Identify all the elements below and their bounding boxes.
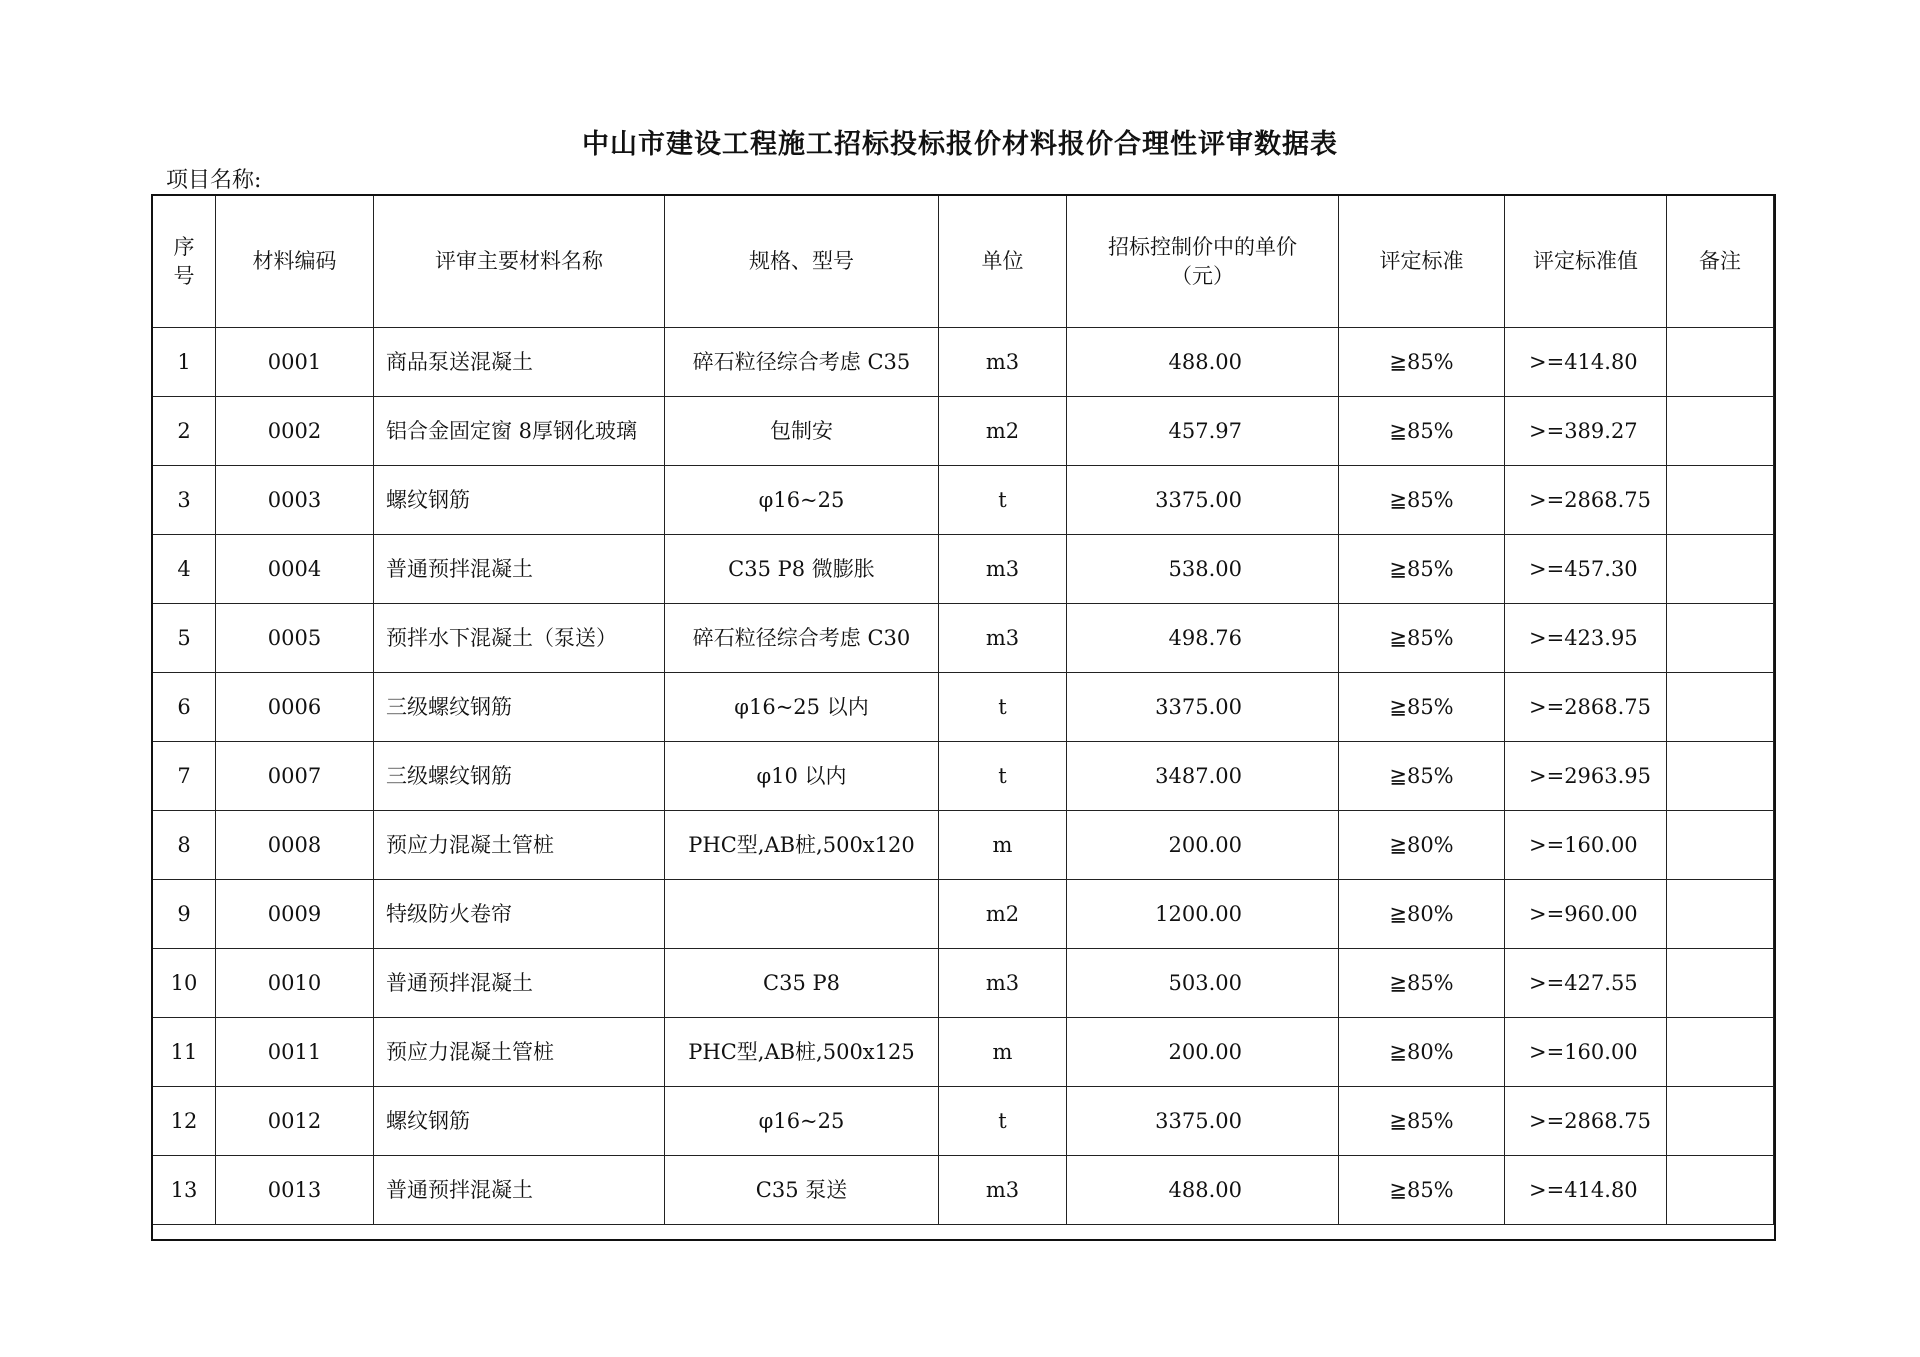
cell-name: 特级防火卷帘 (374, 880, 665, 949)
table-row (153, 604, 1774, 673)
cell-seq: 8 (153, 811, 216, 880)
cell-remark (1667, 397, 1774, 466)
cell-spec: 碎石粒径综合考虑 C35 (665, 328, 939, 397)
cell-name: 三级螺纹钢筋 (374, 742, 665, 811)
cell-name: 普通预拌混凝土 (374, 535, 665, 604)
cell-standard: ≧85% (1339, 742, 1505, 811)
cell-name: 预拌水下混凝土（泵送） (374, 604, 665, 673)
cell-code: 0010 (216, 949, 374, 1018)
cell-unit: m2 (939, 397, 1067, 466)
cell-price: 498.76 (1067, 604, 1339, 673)
table-body (153, 328, 1774, 1225)
cell-spec: φ16~25 (665, 1087, 939, 1156)
cell-unit: m3 (939, 604, 1067, 673)
cell-standard-value: >=457.30 (1505, 535, 1667, 604)
cell-seq: 13 (153, 1156, 216, 1225)
cell-spec: 碎石粒径综合考虑 C30 (665, 604, 939, 673)
cell-standard-value: >=423.95 (1505, 604, 1667, 673)
header-spec: 规格、型号 (665, 196, 939, 328)
table-row (153, 1156, 1774, 1225)
project-name-label: 项目名称: (166, 168, 262, 193)
header-seq-label: 序号 (173, 235, 195, 288)
cell-seq: 2 (153, 397, 216, 466)
cell-seq: 7 (153, 742, 216, 811)
cell-spec: 包制安 (665, 397, 939, 466)
cell-seq: 1 (153, 328, 216, 397)
cell-name: 预应力混凝土管桩 (374, 1018, 665, 1087)
cell-spec: PHC型,AB桩,500x120 (665, 811, 939, 880)
cell-unit: m3 (939, 949, 1067, 1018)
cell-remark (1667, 742, 1774, 811)
cell-unit: m3 (939, 328, 1067, 397)
cell-code: 0008 (216, 811, 374, 880)
cell-standard: ≧85% (1339, 466, 1505, 535)
cell-code: 0011 (216, 1018, 374, 1087)
cell-seq: 12 (153, 1087, 216, 1156)
cell-spec (665, 880, 939, 949)
table-row (153, 1018, 1774, 1087)
table-row (153, 397, 1774, 466)
cell-standard: ≧85% (1339, 949, 1505, 1018)
cell-unit: t (939, 466, 1067, 535)
cell-name: 螺纹钢筋 (374, 1087, 665, 1156)
cell-name: 铝合金固定窗 8厚钢化玻璃 (374, 397, 665, 466)
cell-unit: m2 (939, 880, 1067, 949)
header-price-line1: 招标控制价中的单价 (1108, 235, 1297, 260)
cell-standard-value: >=2963.95 (1505, 742, 1667, 811)
header-price-line2: （元） (1171, 263, 1234, 288)
cell-name: 预应力混凝土管桩 (374, 811, 665, 880)
table-row (153, 328, 1774, 397)
cell-price: 488.00 (1067, 1156, 1339, 1225)
cell-remark (1667, 1087, 1774, 1156)
cell-standard: ≧80% (1339, 880, 1505, 949)
cell-remark (1667, 466, 1774, 535)
cell-unit: m (939, 811, 1067, 880)
cell-spec: PHC型,AB桩,500x125 (665, 1018, 939, 1087)
cell-spec: φ16~25 (665, 466, 939, 535)
cell-price: 200.00 (1067, 811, 1339, 880)
cell-price: 503.00 (1067, 949, 1339, 1018)
table-header-row (153, 196, 1774, 328)
cell-spec: φ16~25 以内 (665, 673, 939, 742)
cell-code: 0002 (216, 397, 374, 466)
cell-price: 200.00 (1067, 1018, 1339, 1087)
cell-standard-value: >=2868.75 (1505, 1087, 1667, 1156)
cell-code: 0012 (216, 1087, 374, 1156)
cell-price: 1200.00 (1067, 880, 1339, 949)
cell-standard-value: >=414.80 (1505, 328, 1667, 397)
cell-price: 488.00 (1067, 328, 1339, 397)
cell-code: 0005 (216, 604, 374, 673)
material-review-table (152, 195, 1774, 1225)
cell-unit: t (939, 1087, 1067, 1156)
cell-standard: ≧85% (1339, 535, 1505, 604)
table-row (153, 466, 1774, 535)
header-remark: 备注 (1667, 196, 1774, 328)
cell-standard: ≧85% (1339, 673, 1505, 742)
cell-standard: ≧80% (1339, 811, 1505, 880)
cell-standard-value: >=2868.75 (1505, 673, 1667, 742)
header-price (1067, 196, 1339, 328)
cell-code: 0009 (216, 880, 374, 949)
cell-standard: ≧85% (1339, 1156, 1505, 1225)
cell-price: 3375.00 (1067, 1087, 1339, 1156)
header-standard-value: 评定标准值 (1505, 196, 1667, 328)
cell-standard-value: >=160.00 (1505, 1018, 1667, 1087)
table-row (153, 673, 1774, 742)
cell-unit: m3 (939, 535, 1067, 604)
header-unit: 单位 (939, 196, 1067, 328)
cell-standard-value: >=960.00 (1505, 880, 1667, 949)
cell-unit: t (939, 673, 1067, 742)
cell-standard: ≧80% (1339, 1018, 1505, 1087)
table-row (153, 742, 1774, 811)
cell-price: 3375.00 (1067, 673, 1339, 742)
cell-price: 457.97 (1067, 397, 1339, 466)
document-title: 中山市建设工程施工招标投标报价材料报价合理性评审数据表 (582, 129, 1338, 160)
cell-spec: C35 P8 微膨胀 (665, 535, 939, 604)
cell-seq: 5 (153, 604, 216, 673)
cell-price: 538.00 (1067, 535, 1339, 604)
header-standard: 评定标准 (1339, 196, 1505, 328)
cell-seq: 9 (153, 880, 216, 949)
cell-standard: ≧85% (1339, 397, 1505, 466)
cell-standard: ≧85% (1339, 604, 1505, 673)
cell-remark (1667, 535, 1774, 604)
cell-name: 商品泵送混凝土 (374, 328, 665, 397)
header-name: 评审主要材料名称 (374, 196, 665, 328)
cell-code: 0004 (216, 535, 374, 604)
cell-spec: C35 P8 (665, 949, 939, 1018)
cell-seq: 11 (153, 1018, 216, 1087)
table-row (153, 949, 1774, 1018)
cell-code: 0007 (216, 742, 374, 811)
table-row (153, 880, 1774, 949)
cell-name: 螺纹钢筋 (374, 466, 665, 535)
cell-price: 3375.00 (1067, 466, 1339, 535)
header-code: 材料编码 (216, 196, 374, 328)
cell-remark (1667, 673, 1774, 742)
cell-seq: 3 (153, 466, 216, 535)
cell-remark (1667, 328, 1774, 397)
cell-remark (1667, 880, 1774, 949)
cell-remark (1667, 1018, 1774, 1087)
header-seq (153, 196, 216, 328)
cell-remark (1667, 949, 1774, 1018)
cell-standard-value: >=2868.75 (1505, 466, 1667, 535)
cell-remark (1667, 604, 1774, 673)
cell-seq: 6 (153, 673, 216, 742)
cell-name: 普通预拌混凝土 (374, 949, 665, 1018)
cell-standard: ≧85% (1339, 328, 1505, 397)
cell-code: 0006 (216, 673, 374, 742)
cell-spec: C35 泵送 (665, 1156, 939, 1225)
cell-code: 0013 (216, 1156, 374, 1225)
cell-seq: 10 (153, 949, 216, 1018)
cell-standard-value: >=414.80 (1505, 1156, 1667, 1225)
table-row (153, 811, 1774, 880)
cell-remark (1667, 811, 1774, 880)
cell-unit: t (939, 742, 1067, 811)
cell-standard-value: >=427.55 (1505, 949, 1667, 1018)
cell-unit: m3 (939, 1156, 1067, 1225)
cell-standard-value: >=389.27 (1505, 397, 1667, 466)
cell-standard: ≧85% (1339, 1087, 1505, 1156)
cell-seq: 4 (153, 535, 216, 604)
cell-name: 普通预拌混凝土 (374, 1156, 665, 1225)
cell-remark (1667, 1156, 1774, 1225)
cell-standard-value: >=160.00 (1505, 811, 1667, 880)
table-row (153, 1087, 1774, 1156)
cell-code: 0003 (216, 466, 374, 535)
cell-price: 3487.00 (1067, 742, 1339, 811)
cell-unit: m (939, 1018, 1067, 1087)
cell-name: 三级螺纹钢筋 (374, 673, 665, 742)
table-row (153, 535, 1774, 604)
cell-spec: φ10 以内 (665, 742, 939, 811)
cell-code: 0001 (216, 328, 374, 397)
